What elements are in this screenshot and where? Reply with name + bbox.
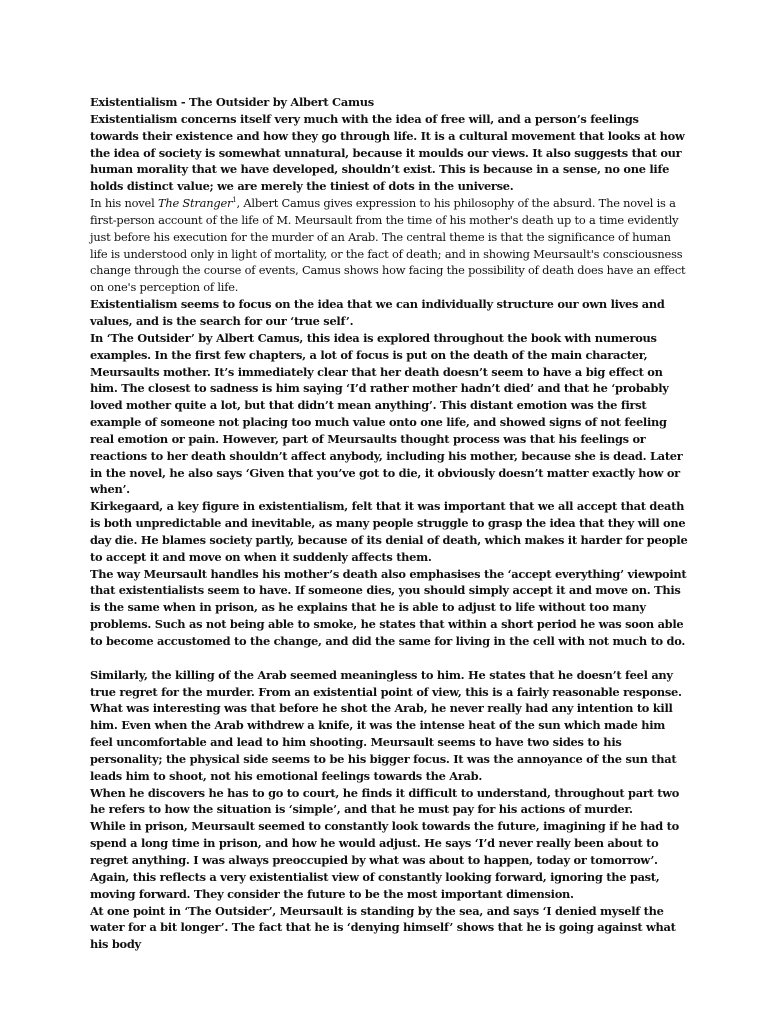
paragraph-mother-death: In ‘The Outsider’ by Albert Camus, this idea is explored throughout the book with numerous examples. In the first few chapters, a lot of focus is put on the death of the main character, Meursaults mother. It’s immediately clear that her death doesn’t seem to have a big effect on him. The closest to sadness is him saying ‘I’d rather mother hadn’t died’ and that he ‘probably loved mother quite a lot, but that didn’t mean anything’. This distant emotion was the first example of someone not placing too much value onto one life, and showed signs of not feeling real emotion or pain. However, part of Meursaults thought process was that his feelings or reactions to her death shouldn’t affect anybody, including his mother, because she is dead. Later in the novel, he also says ‘Given that you’ve got to die, it obviously doesn’t matter exactly how or when’. — [90, 330, 683, 497]
footnote-marker: 1 — [232, 196, 237, 205]
paragraph-stranger-pre: In his novel — [90, 196, 158, 211]
paragraph-prison: While in prison, Meursault seemed to constantly look towards the future, imagining if he had to spend a long time in prison, and how he would adjust. He says ‘I’d never really been about to regret anything. I was always preoccupied by what was about to happen, today or tomorrow’. Again, this reflects a very existentialist view of constantly looking forward, ignoring the past, moving forward. They consider the future to be the most important dimension. — [90, 819, 679, 901]
book-title-italic: The Stranger — [157, 196, 233, 211]
paragraph-true-self: Existentialism seems to focus on the idea that we can individually structure our own lives and values, and is the search for our ‘true self’. — [90, 297, 665, 328]
paragraph-gap — [90, 650, 690, 667]
paragraph-kirkegaard: Kirkegaard, a key figure in existentialism, felt that it was important that we all accept that death is both unpredictable and inevitable, as many people struggle to grasp the idea that they will one day die. He blames society partly, because of its denial of death, which makes it harder for people to accept it and move on when it suddenly affects them. — [90, 499, 688, 564]
paragraph-intro: Existentialism concerns itself very much with the idea of free will, and a person’s feelings towards their existence and how they go through life. It is a cultural movement that looks at how the idea of society is somewhat unnatural, because it moulds our views. It also suggests that our human morality that we have developed, shouldn’t exist. This is because in a sense, no one life holds distinct value; we are merely the tiniest of dots in the universe. — [90, 111, 685, 194]
document-page — [90, 94, 690, 953]
paragraph-court: When he discovers he has to go to court, he finds it difficult to understand, throughout part two he refers to how the situation is ‘simple’, and that he must pay for his actions of murder. — [90, 785, 680, 817]
paragraph-accept-everything: The way Meursault handles his mother’s death also emphasises the ‘accept everything’ viewpoint that existentialists seem to have. If someone dies, you should simply accept it and move on. This is the same when in prison, as he explains that he is able to adjust to life without too many problems. Such as not being able to smoke, he states that within a short period he was soon able to become accustomed to the change, and did the same for living in the cell with not much to do. — [90, 566, 687, 648]
document-title: Existentialism - The Outsider by Albert Camus — [90, 95, 374, 109]
paragraph-stranger — [90, 195, 690, 296]
paragraph-sea: At one point in ‘The Outsider’, Meursault is standing by the sea, and says ‘I denied myself the water for a bit longer’. The fact that he is ‘denying himself’ shows that he is going against what his body — [90, 903, 676, 952]
paragraph-arab-killing: Similarly, the killing of the Arab seemed meaningless to him. He states that he doesn’t feel any true regret for the murder. From an existential point of view, this is a fairly reasonable response. What was interesting was that before he shot the Arab, he never really had any intention to kill him. Even when the Arab withdrew a knife, it was the intense heat of the sun which made him feel uncomfortable and lead to him shooting. Meursault seems to have two sides to his personality; the physical side seems to be his bigger focus. It was the annoyance of the sun that leads him to shoot, not his emotional feelings towards the Arab. — [90, 667, 682, 783]
paragraph-stranger-post: , Albert Camus gives expression to his philosophy of the absurd. The novel is a first-person account of the life of M. Meursault from the time of his mother's death up to a time evidently just before his execution for the murder of an Arab. The central theme is that the significance of human life is understood only in light of mortality, or the fact of death; and in showing Meursault's consciousness change through the course of events, Camus shows how facing the possibility of death does have an effect on one's perception of life. — [90, 196, 686, 295]
